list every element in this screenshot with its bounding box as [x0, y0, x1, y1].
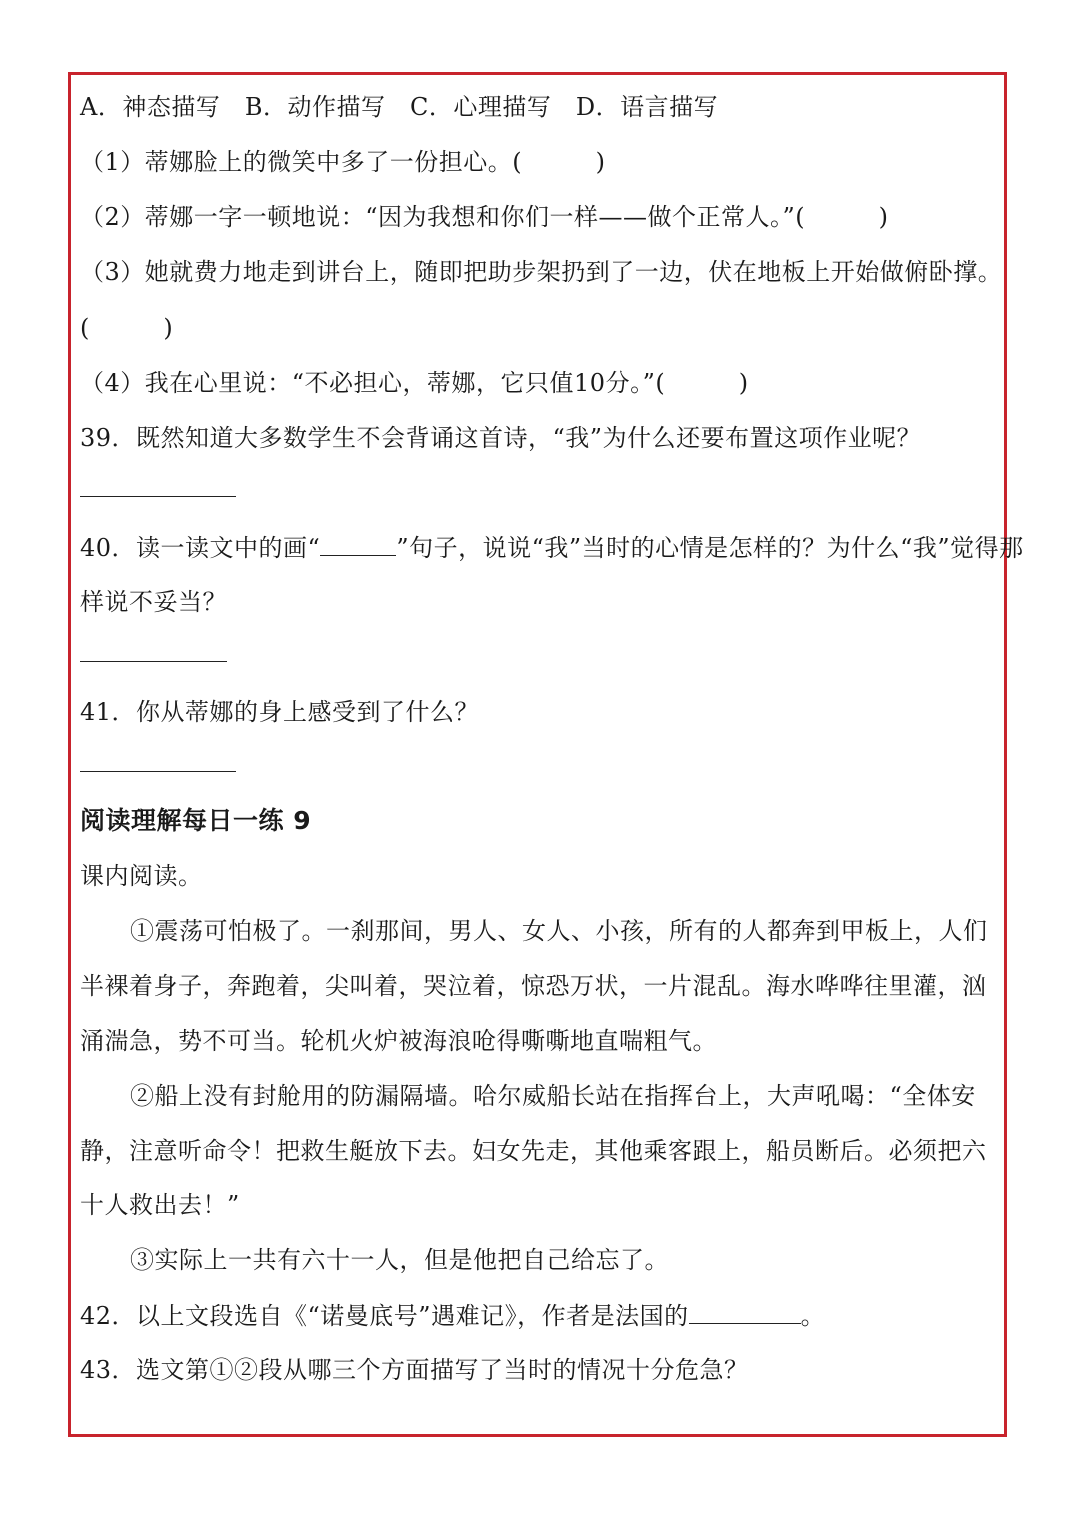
underline-mark [320, 535, 396, 556]
question-39: 39．既然知道大多数学生不会背诵这首诗，“我”为什么还要布置这项作业呢？ [80, 424, 922, 452]
q38-sentence-4: （4）我在心里说：“不必担心，蒂娜，它只值10分。”( ) [80, 369, 749, 397]
answer-line-40 [80, 661, 227, 662]
question-42-text: 42．以上文段选自《“诺曼底号”遇难记》，作者是法国的 [80, 1302, 689, 1330]
q38-sentence-3-blank: ( ) [80, 314, 174, 342]
passage-paragraph-1-line-2: 半裸着身子，奔跑着，尖叫着，哭泣着，惊恐万状，一片混乱。海水哗哗往里灌，汹 [80, 972, 987, 1000]
passage-paragraph-2-line-3: 十人救出去！” [80, 1191, 240, 1219]
passage-paragraph-3: ③实际上一共有六十一人，但是他把自己给忘了。 [130, 1246, 669, 1274]
answer-blank-42 [689, 1303, 801, 1324]
question-40-prefix: 40．读一读文中的画“ [80, 534, 321, 562]
question-42-end: 。 [800, 1302, 826, 1330]
section-title: 阅读理解每日一练 9 [80, 806, 312, 835]
section-subtitle: 课内阅读。 [80, 862, 203, 890]
passage-paragraph-2: ②船上没有封舱用的防漏隔墙。哈尔威船长站在指挥台上，大声吼喝：“全体安 [130, 1082, 976, 1110]
question-43: 43．选文第①②段从哪三个方面描写了当时的情况十分危急？ [80, 1356, 749, 1384]
question-40-continued: 样说不妥当？ [80, 588, 227, 616]
question-40-suffix: ”句子，说说“我”当时的心情是怎样的？为什么“我”觉得那 [396, 534, 1024, 562]
passage-paragraph-1-line-3: 涌湍急，势不可当。轮机火炉被海浪呛得嘶嘶地直喘粗气。 [80, 1027, 717, 1055]
q38-sentence-3: （3）她就费力地走到讲台上，随即把助步架扔到了一边，伏在地板上开始做俯卧撑。 [80, 258, 1003, 286]
answer-line-39 [80, 496, 236, 497]
question-42 [80, 1303, 825, 1328]
question-40 [80, 535, 1024, 560]
q38-sentence-1: （1）蒂娜脸上的微笑中多了一份担心。( ) [80, 148, 606, 176]
passage-paragraph-2-line-2: 静，注意听命令！把救生艇放下去。妇女先走，其他乘客跟上，船员断后。必须把六 [80, 1137, 987, 1165]
passage-paragraph-1: ①震荡可怕极了。一刹那间，男人、女人、小孩，所有的人都奔到甲板上，人们 [130, 917, 988, 945]
answer-options: A．神态描写 B．动作描写 C．心理描写 D．语言描写 [80, 93, 719, 121]
q38-sentence-2: （2）蒂娜一字一顿地说：“因为我想和你们一样——做个正常人。”( ) [80, 203, 889, 231]
question-41: 41．你从蒂娜的身上感受到了什么？ [80, 698, 480, 726]
answer-line-41 [80, 771, 236, 772]
